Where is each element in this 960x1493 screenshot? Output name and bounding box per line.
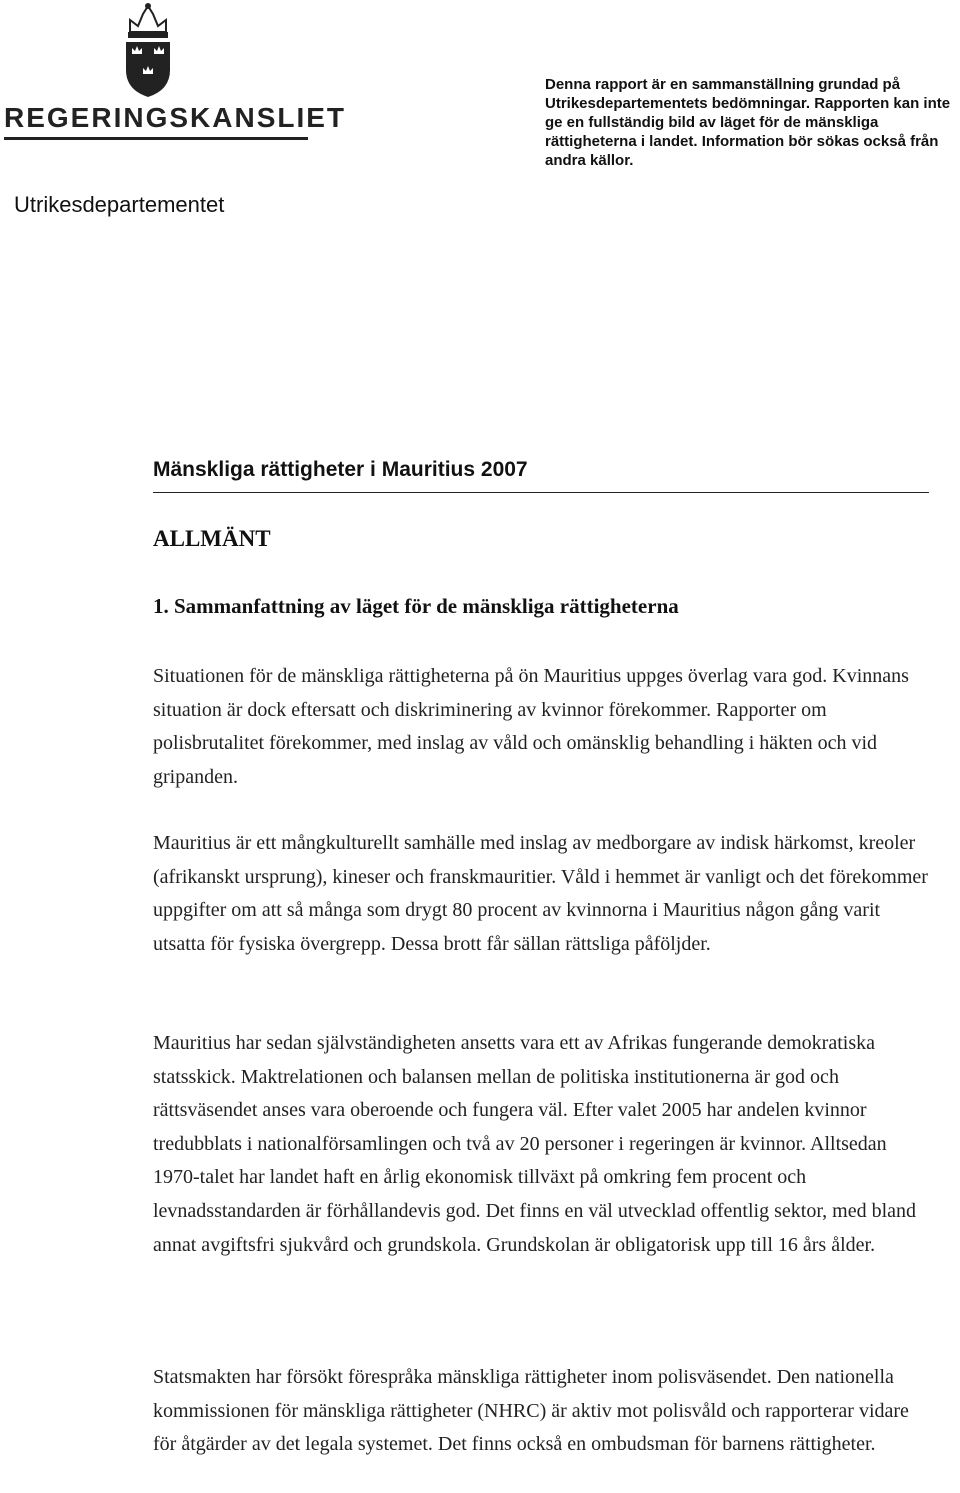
government-logo: [2, 2, 347, 142]
logo-underline: [4, 137, 308, 140]
body-paragraph: Statsmakten har försökt förespråka mänskliga rättigheter inom polisväsendet. Den nationella kommissionen för mänskliga rättigheter (NHRC) är aktiv mot polisvåld och rapporterar vidare för åtgärder av det legala systemet. Det finns också en ombudsman för barnens rättigheter.: [153, 1366, 909, 1456]
disclaimer-note: Denna rapport är en sammanställning grundad på Utrikesdepartementets bedömningar. Rapporten kan inte ge en fullständig bild av läget för de mänskliga rättigheterna i landet. Information bör sökas också från andra källor.: [545, 76, 951, 169]
subsection-heading: 1. Sammanfattning av läget för de mänskliga rättigheterna: [153, 594, 679, 618]
department-name: Utrikesdepartementet: [14, 192, 225, 217]
section-heading: ALLMÄNT: [153, 526, 271, 551]
logo-wordmark: REGERINGSKANSLIET: [4, 102, 347, 133]
coat-of-arms-icon: [120, 2, 176, 98]
document-title: Mänskliga rättigheter i Mauritius 2007: [153, 458, 929, 493]
body-paragraph: Situationen för de mänskliga rättigheterna på ön Mauritius uppges överlag vara god. Kvinnans situation är dock eftersatt och diskriminering av kvinnor förekommer. Rapporter om polisbrutalitet förekommer, med inslag av våld och omänsklig behandling i häkten och vid gripanden.: [153, 665, 909, 788]
body-paragraph: Mauritius har sedan självständigheten ansetts vara ett av Afrikas fungerande demokratiska statsskick. Maktrelationen och balansen mellan de politiska institutionerna är god och rättsväsendet anses vara oberoende och fungera väl. Efter valet 2005 har andelen kvinnor tredubblats i nationalförsamlingen och två av 20 personer i regeringen är kvinnor. Alltsedan 1970-talet har landet haft en årlig ekonomisk tillväxt på omkring fem procent och levnadsstandarden är förhållandevis god. Det finns en väl utvecklad offentlig sektor, med bland annat avgiftsfri sjukvård och grundskola. Grundskolan är obligatorisk upp till 16 års ålder.: [153, 1032, 917, 1256]
body-paragraph: Mauritius är ett mångkulturellt samhälle med inslag av medborgare av indisk härkomst, kreoler (afrikanskt ursprung), kineser och franskmauritier. Våld i hemmet är vanligt och det förekommer uppgifter om att så många som drygt 80 procent av kvinnorna i Mauritius någon gång varit utsatta för fysiska övergrepp. Dessa brott får sällan rättsliga påföljder.: [153, 832, 928, 955]
